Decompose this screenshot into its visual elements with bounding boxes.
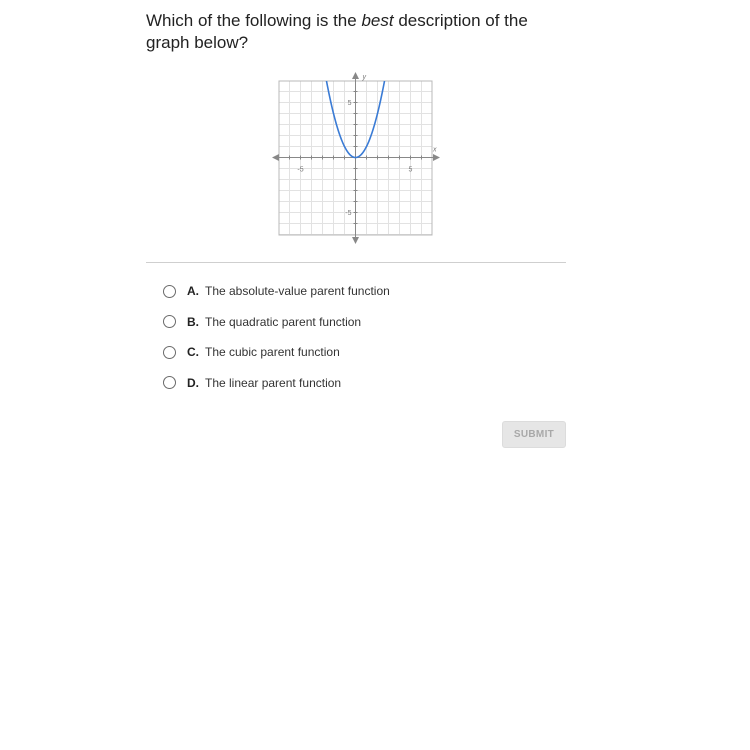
option-text: The cubic parent function [205, 345, 340, 360]
question-suffix: description of the graph below? [146, 11, 528, 52]
radio-circle-icon[interactable] [163, 285, 176, 298]
option-text: The absolute-value parent function [205, 284, 390, 299]
radio-circle-icon[interactable] [163, 346, 176, 359]
arrow-up-icon [352, 72, 359, 79]
y-tick-label: 5 [347, 100, 352, 107]
option-b[interactable] [163, 307, 563, 338]
option-a[interactable] [163, 276, 563, 307]
option-c[interactable] [163, 337, 563, 368]
submit-button[interactable]: SUBMIT [502, 421, 566, 448]
x-axis-label: x [433, 146, 437, 154]
option-letter: D. [187, 375, 199, 390]
arrow-right-icon [433, 154, 440, 161]
parabola-graph [270, 70, 442, 246]
radio-circle-icon[interactable] [163, 315, 176, 328]
answer-options [163, 276, 563, 398]
option-letter: B. [187, 314, 199, 329]
question-prefix: Which of the following is the [146, 11, 362, 30]
x-tick-label: -5 [297, 166, 304, 174]
divider [146, 262, 566, 263]
arrow-down-icon [352, 237, 359, 244]
x-tick-label: 5 [408, 166, 413, 174]
option-d[interactable] [163, 368, 563, 399]
option-text: The quadratic parent function [205, 314, 362, 329]
y-axis-label: y [362, 74, 366, 81]
option-letter: A. [187, 284, 199, 299]
arrow-left-icon [272, 154, 279, 161]
option-letter: C. [187, 345, 199, 360]
y-tick-label: -5 [345, 210, 352, 217]
radio-circle-icon[interactable] [163, 376, 176, 389]
question-text [146, 10, 566, 54]
option-text: The linear parent function [205, 375, 342, 390]
question-emphasis: best [361, 11, 394, 30]
